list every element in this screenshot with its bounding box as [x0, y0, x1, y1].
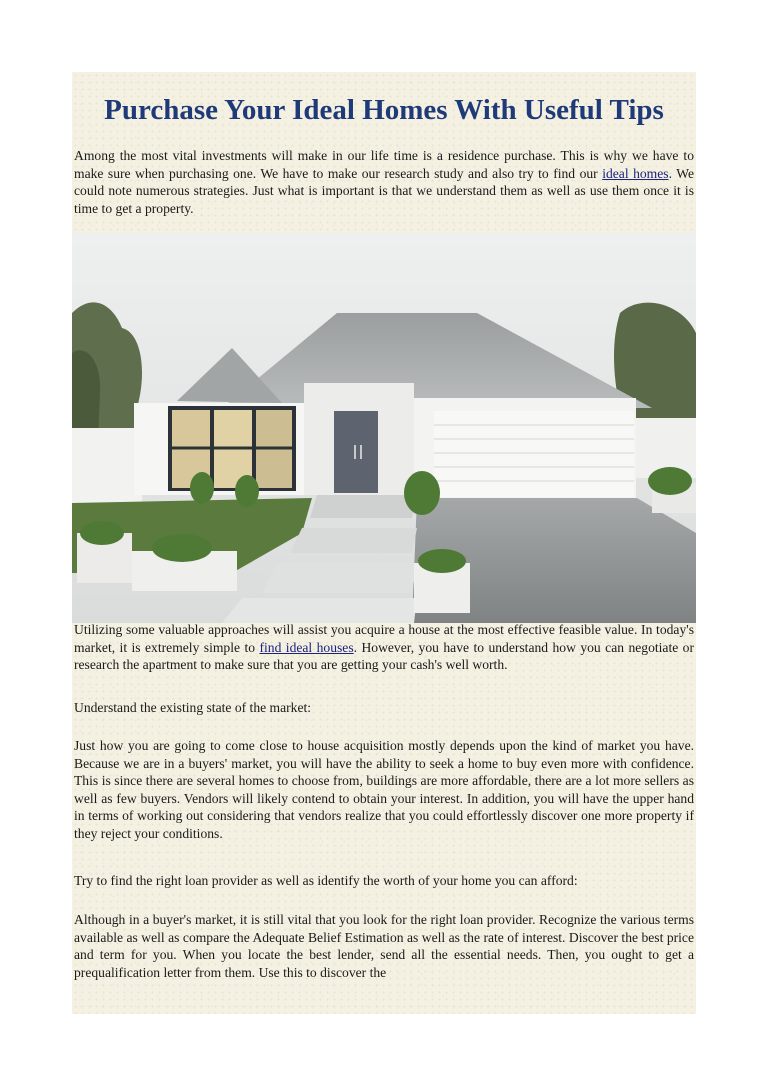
ideal-homes-link[interactable]: ideal homes: [602, 165, 669, 181]
paragraph-market-heading: Understand the existing state of the market:: [74, 700, 312, 715]
text-run: Utilizing some valuable approaches will assist you acquire a house at the most effective feasible value. In today's market, it is extremely simple to: [74, 622, 694, 655]
paragraph-lender-heading: Try to find the right loan provider as well as identify the worth of your home you can afford:: [74, 873, 578, 888]
text-run: Among the most vital investments will make in our life time is a residence purchase. This is why we have to make sure when purchasing one. We have to make our research study and also try to find our: [74, 148, 694, 181]
find-ideal-houses-link[interactable]: find ideal houses: [259, 639, 354, 655]
text-run: . However, you have to understand how you can negotiate or research the apartment to make sure that you are getting your cash's well worth.: [74, 639, 695, 673]
paragraph-market: Just how you are going to come close to house acquisition mostly depends upon the kind of market you have. Because we are in a buyers' market, you will have the ability to seek a home to buy even more with confidence. This is since there are several homes to choose from, buildings are more affordable, there are a lot more sellers as well as few buyers. Vendors will likely contend to obtain your interest. In addition, you will have the upper hand in terms of working out considering that vendors realize that you could effortlessly discover one more property if they reject your conditions.: [74, 738, 694, 841]
paragraph-approaches: [74, 621, 694, 674]
text-run: . We could note numerous strategies. Just what is important is that we understand them as well as use them once it is time to get a property.: [74, 165, 695, 216]
document-page: [72, 72, 696, 1014]
house-photo: [72, 233, 696, 623]
paragraph-intro: [74, 147, 694, 217]
paragraph-lender: Although in a buyer's market, it is still vital that you look for the right loan provider. Recognize the various terms available as well as compare the Adequate Belief Estimation as well as the rate of interest. Discover the best price and term for you. When you locate the best lender, send all the essential needs. Then, you ought to get a prequalification letter from them. Use this to discover the: [74, 912, 694, 980]
page-title: Purchase Your Ideal Homes With Useful Tips: [104, 94, 664, 126]
